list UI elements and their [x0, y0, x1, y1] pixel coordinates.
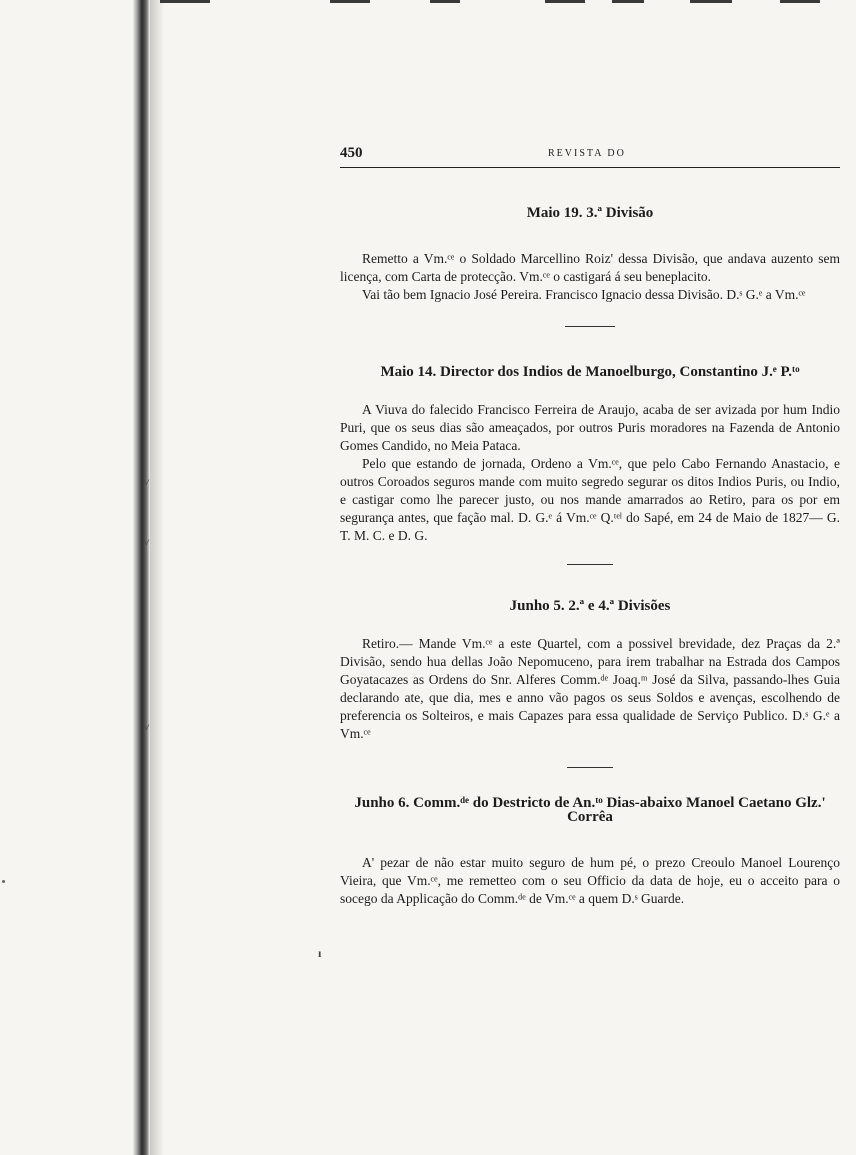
section-separator: [565, 326, 615, 327]
scan-artifact: [330, 0, 370, 3]
entry-heading: Junho 5. 2.ª e 4.ª Divisões: [509, 598, 671, 614]
page-number: 450: [340, 145, 363, 161]
scan-artifact: [545, 0, 585, 3]
entry-maio-14: [340, 365, 840, 545]
entry-paragraph: Remetto a Vm.ᶜᵉ o Soldado Marcellino Roiz' dessa Divisão, que andava auzento sem licença, com Carta de protecção. Vm.ᶜᵉ o castigará á seu beneplacito.: [340, 251, 840, 284]
scan-artifact: [780, 0, 820, 3]
entry-junho-6: [340, 796, 840, 908]
entry-paragraph: Pelo que estando de jornada, Ordeno a Vm.ᶜᵉ, que pelo Cabo Fernando Anastacio, e outros Coroados seguros mande com muito segredo segurar os ditos Indios Puris, ou Indio, e castigar como lhe parecer justo, ou nos mande amarrados ao Retiro, para os por em segurança antes, que fação mal. D. G.ᵉ á Vm.ᶜᵉ Q.ᵗᵉˡ do Sapé, em 24 de Maio de 1827— G. T. M. C. e D. G.: [340, 456, 840, 543]
header-rule: [340, 167, 840, 168]
entry-maio-19: [340, 206, 840, 304]
binding-shadow: [150, 0, 164, 1155]
scan-artifact: [430, 0, 460, 3]
scan-artifact: [612, 0, 644, 3]
scan-artifact: [690, 0, 732, 3]
margin-mark: ı: [318, 946, 322, 960]
margin-mark: ˅: [143, 535, 150, 549]
scan-artifact: [160, 0, 210, 3]
entry-heading: Maio 19. 3.ª Divisão: [526, 205, 654, 221]
entry-junho-5: [340, 599, 840, 743]
page-header: [340, 145, 840, 167]
entry-heading: Junho 6. Comm.ᵈᵉ do Destricto de An.ᵗᵒ Dias-abaixo Manoel Caetano Glz.' Corrêa: [354, 795, 826, 825]
section-separator: [567, 564, 613, 565]
entry-paragraph: Retiro.— Mande Vm.ᶜᵉ a este Quartel, com a possivel brevidade, dez Praças da 2.ª Divisão, sendo hua dellas João Nepomuceno, para irem trabalhar na Estrada dos Campos Goyatacazes as Ordens do Snr. Alferes Comm.ᵈᵉ Joaq.ᵐ José da Silva, passando-lhes Guia declarando ate, que dia, mes e anno vão pagos os seus Soldos e avenças, escolhendo de preferencia os Solteiros, e mais Capazes para essa qualidade de Serviço Publico. D.ˢ G.ᵉ a Vm.ᶜᵉ: [340, 636, 840, 741]
section-separator: [567, 767, 613, 768]
entry-paragraph: Vai tão bem Ignacio José Pereira. Francisco Ignacio dessa Divisão. D.ˢ G.ᵉ a Vm.ᶜᵉ: [362, 287, 806, 302]
entry-heading: Maio 14. Director dos Indios de Manoelburgo, Constantino J.ᵉ P.ᵗᵒ: [380, 364, 800, 380]
margin-mark: ˅: [143, 475, 150, 489]
scan-speck: [2, 880, 5, 883]
entry-paragraph: A' pezar de não estar muito seguro de hum pé, o prezo Creoulo Manoel Lourenço Vieira, que Vm.ᶜᵉ, me remetteo com o seu Officio da data de hoje, eu o acceito para o socego da Applicação do Comm.ᵈᵉ de Vm.ᶜᵉ a quem D.ˢ Guarde.: [340, 855, 840, 906]
running-head: REVISTA DO: [548, 148, 626, 159]
entry-paragraph: A Viuva do falecido Francisco Ferreira de Araujo, acaba de ser avizada por hum Indio Puri, que os seus dias são ameaçados, por outros Puris moradores na Fazenda de Antonio Gomes Candido, no Meia Pataca.: [340, 402, 840, 453]
page-content: [340, 200, 840, 908]
book-binding-edge: [132, 0, 150, 1155]
margin-mark: ˅: [143, 720, 150, 734]
